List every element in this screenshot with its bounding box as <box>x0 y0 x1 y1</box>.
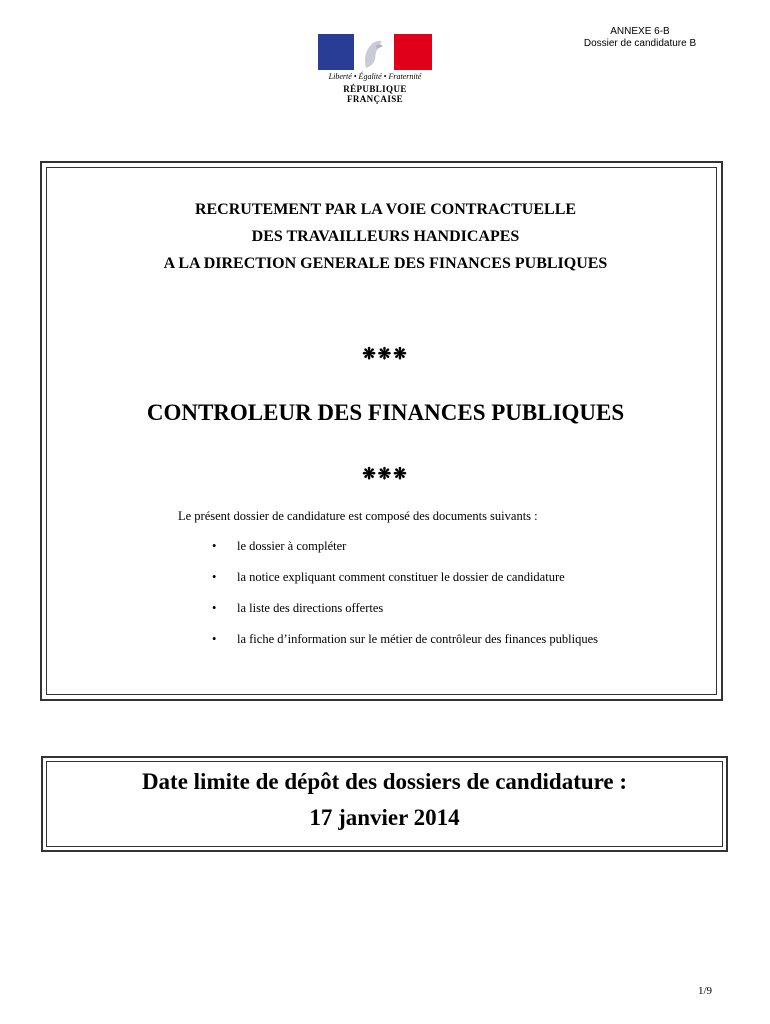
marianne-flag-icon <box>318 34 432 70</box>
stars-separator-2: ❋❋❋ <box>362 466 409 483</box>
page-title: CONTROLEUR DES FINANCES PUBLIQUES <box>146 400 625 425</box>
heading-line-3: A LA DIRECTION GENERALE DES FINANCES PUBLIQUES <box>163 255 608 272</box>
deadline-notice <box>41 764 728 836</box>
bullet-icon: • <box>212 570 217 584</box>
heading-line-1: RECRUTEMENT PAR LA VOIE CONTRACTUELLE <box>194 201 577 218</box>
republic-name: RÉPUBLIQUE FRANÇAISE <box>343 84 407 104</box>
list-item: • le dossier à compléter <box>212 539 347 553</box>
page-number: 1/9 <box>697 985 712 997</box>
bullet-icon: • <box>212 632 217 646</box>
republic-motto: Liberté • Égalité • Fraternité <box>328 72 422 81</box>
deadline-label: Date limite de dépôt des dossiers de candidature : <box>141 769 628 794</box>
republique-logo <box>316 34 434 104</box>
documents-list <box>212 539 598 663</box>
stars-separator-1: ❋❋❋ <box>362 346 409 363</box>
bullet-icon: • <box>212 601 217 615</box>
annex-label <box>540 26 740 50</box>
list-item: • la notice expliquant comment constituer le dossier de candidature <box>212 570 565 584</box>
annex-dossier: Dossier de candidature B <box>583 38 697 49</box>
list-item: • la liste des directions offertes <box>212 601 384 615</box>
deadline-date: 17 janvier 2014 <box>309 805 460 830</box>
heading-line-2: DES TRAVAILLEURS HANDICAPES <box>251 228 520 245</box>
list-item: • la fiche d’information sur le métier de contrôleur des finances publiques <box>212 632 598 646</box>
bullet-icon: • <box>212 539 217 553</box>
annex-number: ANNEXE 6-B <box>610 26 670 37</box>
documents-intro: Le présent dossier de candidature est composé des documents suivants : <box>178 509 538 523</box>
